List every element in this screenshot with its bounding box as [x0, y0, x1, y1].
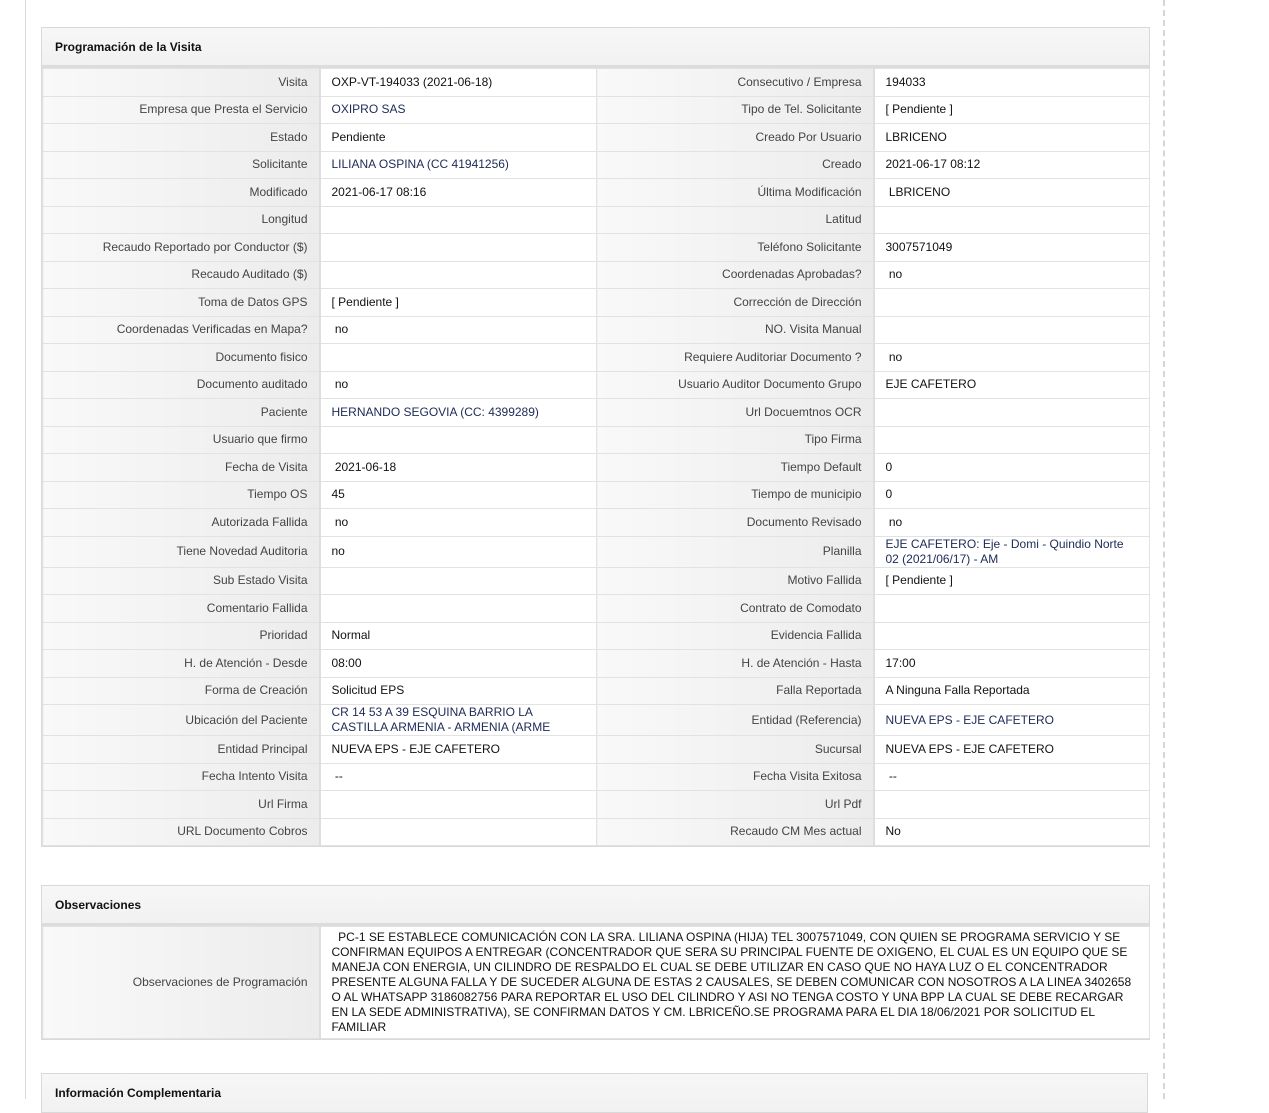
field-value — [320, 595, 597, 623]
field-value — [320, 426, 597, 454]
field-label: Paciente — [43, 399, 320, 427]
field-label: Creado — [597, 151, 874, 179]
field-value: HERNANDO SEGOVIA (CC: 4399289) — [320, 399, 597, 427]
table-row — [43, 179, 1150, 207]
table-row — [43, 344, 1150, 372]
field-value: 2021-06-18 — [320, 454, 597, 482]
field-value: Normal — [320, 622, 597, 650]
field-value — [874, 622, 1150, 650]
field-label: Autorizada Fallida — [43, 509, 320, 537]
observaciones-text: PC-1 SE ESTABLECE COMUNICACIÓN CON LA SRA. LILIANA OSPINA (HIJA) TEL 3007571049, CON QUIEN SE PROGRAMA SERVICIO Y SE CONFIRMAN EQUIPOS A ENTREGAR (CONCENTRADOR QUE SERA SU PRINCIPAL FUENTE DE OXIGENO, EL CUAL ES UN EQUIPO QUE SE MANEJA CON ENERGIA, UN CILINDRO DE RESPALDO EL CUAL SE DEBE UTILIZAR EN CASO QUE NO HAYA LUZ O EL CONCENTRADOR PRESENTE ALGUNA FALLA Y DE SUCEDER ALGUNA DE ESTAS 2 CAUSALES, SE DEBEN COMUNICAR CON NOSOTROS A LA LINEA 3402658 O AL WHATSAPP 3186082756 PARA REPORTAR EL USO DEL CILINDRO Y ASI NO TENGA COSTO Y UNA BPP LA CUAL SE DEBE RECARGAR EN LA SEDE ADMINISTRATIVA), SE CONFIRMAN DATOS Y CM. LBRICEÑO.SE PROGRAMA PARA EL DIA 18/06/2021 POR SOLICITUD EL FAMILIAR — [320, 927, 1150, 1039]
field-label: H. de Atención - Hasta — [597, 650, 874, 678]
programacion-header: Programación de la Visita — [42, 28, 1149, 68]
table-row — [43, 818, 1150, 846]
field-label: Entidad Principal — [43, 736, 320, 764]
field-label: Fecha Visita Exitosa — [597, 763, 874, 791]
field-value: LBRICENO — [874, 124, 1150, 152]
field-label: Requiere Auditoriar Documento ? — [597, 344, 874, 372]
field-label: Sucursal — [597, 736, 874, 764]
field-value: 3007571049 — [874, 234, 1150, 262]
field-label: Tiempo de municipio — [597, 481, 874, 509]
content-left-border — [25, 0, 26, 1099]
field-value: A Ninguna Falla Reportada — [874, 677, 1150, 705]
field-label: Planilla — [597, 536, 874, 567]
field-value: no — [320, 536, 597, 567]
table-row — [43, 206, 1150, 234]
table-row — [43, 791, 1150, 819]
field-value — [874, 206, 1150, 234]
field-label: Tiene Novedad Auditoria — [43, 536, 320, 567]
table-row — [43, 650, 1150, 678]
field-value: 194033 — [874, 69, 1150, 97]
table-row — [43, 151, 1150, 179]
field-value: no — [320, 316, 597, 344]
field-label: Recaudo Reportado por Conductor ($) — [43, 234, 320, 262]
table-row — [43, 622, 1150, 650]
field-label: Entidad (Referencia) — [597, 705, 874, 736]
table-row — [43, 399, 1150, 427]
field-label: URL Documento Cobros — [43, 818, 320, 846]
observaciones-header: Observaciones — [42, 886, 1149, 926]
table-row — [43, 763, 1150, 791]
field-value — [874, 426, 1150, 454]
field-label: Motivo Fallida — [597, 567, 874, 595]
field-value — [874, 289, 1150, 317]
table-row — [43, 454, 1150, 482]
table-row — [43, 567, 1150, 595]
field-value: no — [320, 371, 597, 399]
field-label: Toma de Datos GPS — [43, 289, 320, 317]
field-value: -- — [874, 763, 1150, 791]
field-label: Prioridad — [43, 622, 320, 650]
field-value: NUEVA EPS - EJE CAFETERO — [320, 736, 597, 764]
dashed-divider — [1163, 0, 1165, 1099]
field-label: Sub Estado Visita — [43, 567, 320, 595]
field-value — [320, 818, 597, 846]
field-label: Modificado — [43, 179, 320, 207]
field-value — [320, 261, 597, 289]
field-label: NO. Visita Manual — [597, 316, 874, 344]
field-label: Recaudo Auditado ($) — [43, 261, 320, 289]
field-value: 08:00 — [320, 650, 597, 678]
field-value: OXP-VT-194033 (2021-06-18) — [320, 69, 597, 97]
field-label: Comentario Fallida — [43, 595, 320, 623]
field-label: Forma de Creación — [43, 677, 320, 705]
field-value: EJE CAFETERO: Eje - Domi - Quindio Norte 02 (2021/06/17) - AM — [874, 536, 1150, 567]
field-value — [320, 234, 597, 262]
table-row — [43, 481, 1150, 509]
field-label: Latitud — [597, 206, 874, 234]
table-row — [43, 595, 1150, 623]
table-row — [43, 736, 1150, 764]
field-value — [874, 791, 1150, 819]
field-value: no — [874, 344, 1150, 372]
field-value — [320, 344, 597, 372]
field-value: [ Pendiente ] — [874, 567, 1150, 595]
field-label: Url Firma — [43, 791, 320, 819]
field-value: -- — [320, 763, 597, 791]
field-label: Recaudo CM Mes actual — [597, 818, 874, 846]
field-label: Fecha de Visita — [43, 454, 320, 482]
info-complementaria-header: Información Complementaria — [41, 1073, 1148, 1113]
field-label: Consecutivo / Empresa — [597, 69, 874, 97]
table-row — [43, 96, 1150, 124]
observaciones-table — [42, 926, 1150, 1039]
field-value: CR 14 53 A 39 ESQUINA BARRIO LA CASTILLA ARMENIA - ARMENIA (ARME — [320, 705, 597, 736]
field-label: Contrato de Comodato — [597, 595, 874, 623]
field-value: EJE CAFETERO — [874, 371, 1150, 399]
field-value: 2021-06-17 08:16 — [320, 179, 597, 207]
observaciones-label: Observaciones de Programación — [43, 927, 320, 1039]
field-label: Estado — [43, 124, 320, 152]
field-value: 2021-06-17 08:12 — [874, 151, 1150, 179]
field-value: OXIPRO SAS — [320, 96, 597, 124]
field-label: Coordenadas Verificadas en Mapa? — [43, 316, 320, 344]
field-value: no — [874, 509, 1150, 537]
field-value — [320, 791, 597, 819]
programacion-panel — [41, 27, 1150, 847]
field-value: 0 — [874, 454, 1150, 482]
field-value: NUEVA EPS - EJE CAFETERO — [874, 705, 1150, 736]
field-label: Tipo Firma — [597, 426, 874, 454]
field-label: Usuario Auditor Documento Grupo — [597, 371, 874, 399]
table-row — [43, 677, 1150, 705]
field-label: Usuario que firmo — [43, 426, 320, 454]
field-value: No — [874, 818, 1150, 846]
table-row — [43, 426, 1150, 454]
field-label: Teléfono Solicitante — [597, 234, 874, 262]
field-label: Falla Reportada — [597, 677, 874, 705]
field-label: Url Docuemtnos OCR — [597, 399, 874, 427]
table-row — [43, 124, 1150, 152]
table-row — [43, 69, 1150, 97]
field-value: [ Pendiente ] — [874, 96, 1150, 124]
table-row — [43, 234, 1150, 262]
programacion-table — [42, 68, 1150, 846]
field-label: Tiempo Default — [597, 454, 874, 482]
table-row — [43, 536, 1150, 567]
field-value: NUEVA EPS - EJE CAFETERO — [874, 736, 1150, 764]
field-label: Visita — [43, 69, 320, 97]
field-label: Longitud — [43, 206, 320, 234]
field-label: Corrección de Dirección — [597, 289, 874, 317]
field-label: Url Pdf — [597, 791, 874, 819]
field-value: no — [320, 509, 597, 537]
field-value: LILIANA OSPINA (CC 41941256) — [320, 151, 597, 179]
field-value — [320, 206, 597, 234]
field-value — [874, 399, 1150, 427]
table-row — [43, 509, 1150, 537]
field-label: Evidencia Fallida — [597, 622, 874, 650]
table-row — [43, 261, 1150, 289]
field-label: Tipo de Tel. Solicitante — [597, 96, 874, 124]
field-value — [874, 316, 1150, 344]
field-value: no — [874, 261, 1150, 289]
field-value: 45 — [320, 481, 597, 509]
field-label: Tiempo OS — [43, 481, 320, 509]
field-label: Última Modificación — [597, 179, 874, 207]
field-label: Fecha Intento Visita — [43, 763, 320, 791]
field-label: H. de Atención - Desde — [43, 650, 320, 678]
table-row — [43, 316, 1150, 344]
field-value — [320, 567, 597, 595]
table-row — [43, 371, 1150, 399]
field-value — [874, 595, 1150, 623]
field-label: Documento Revisado — [597, 509, 874, 537]
field-value: Pendiente — [320, 124, 597, 152]
field-label: Documento fisico — [43, 344, 320, 372]
table-row — [43, 289, 1150, 317]
observaciones-panel — [41, 885, 1150, 1040]
field-value: 0 — [874, 481, 1150, 509]
field-label: Creado Por Usuario — [597, 124, 874, 152]
field-value: LBRICENO — [874, 179, 1150, 207]
field-value: [ Pendiente ] — [320, 289, 597, 317]
field-label: Documento auditado — [43, 371, 320, 399]
field-value: 17:00 — [874, 650, 1150, 678]
field-label: Coordenadas Aprobadas? — [597, 261, 874, 289]
table-row — [43, 705, 1150, 736]
field-value: Solicitud EPS — [320, 677, 597, 705]
field-label: Empresa que Presta el Servicio — [43, 96, 320, 124]
field-label: Solicitante — [43, 151, 320, 179]
field-label: Ubicación del Paciente — [43, 705, 320, 736]
